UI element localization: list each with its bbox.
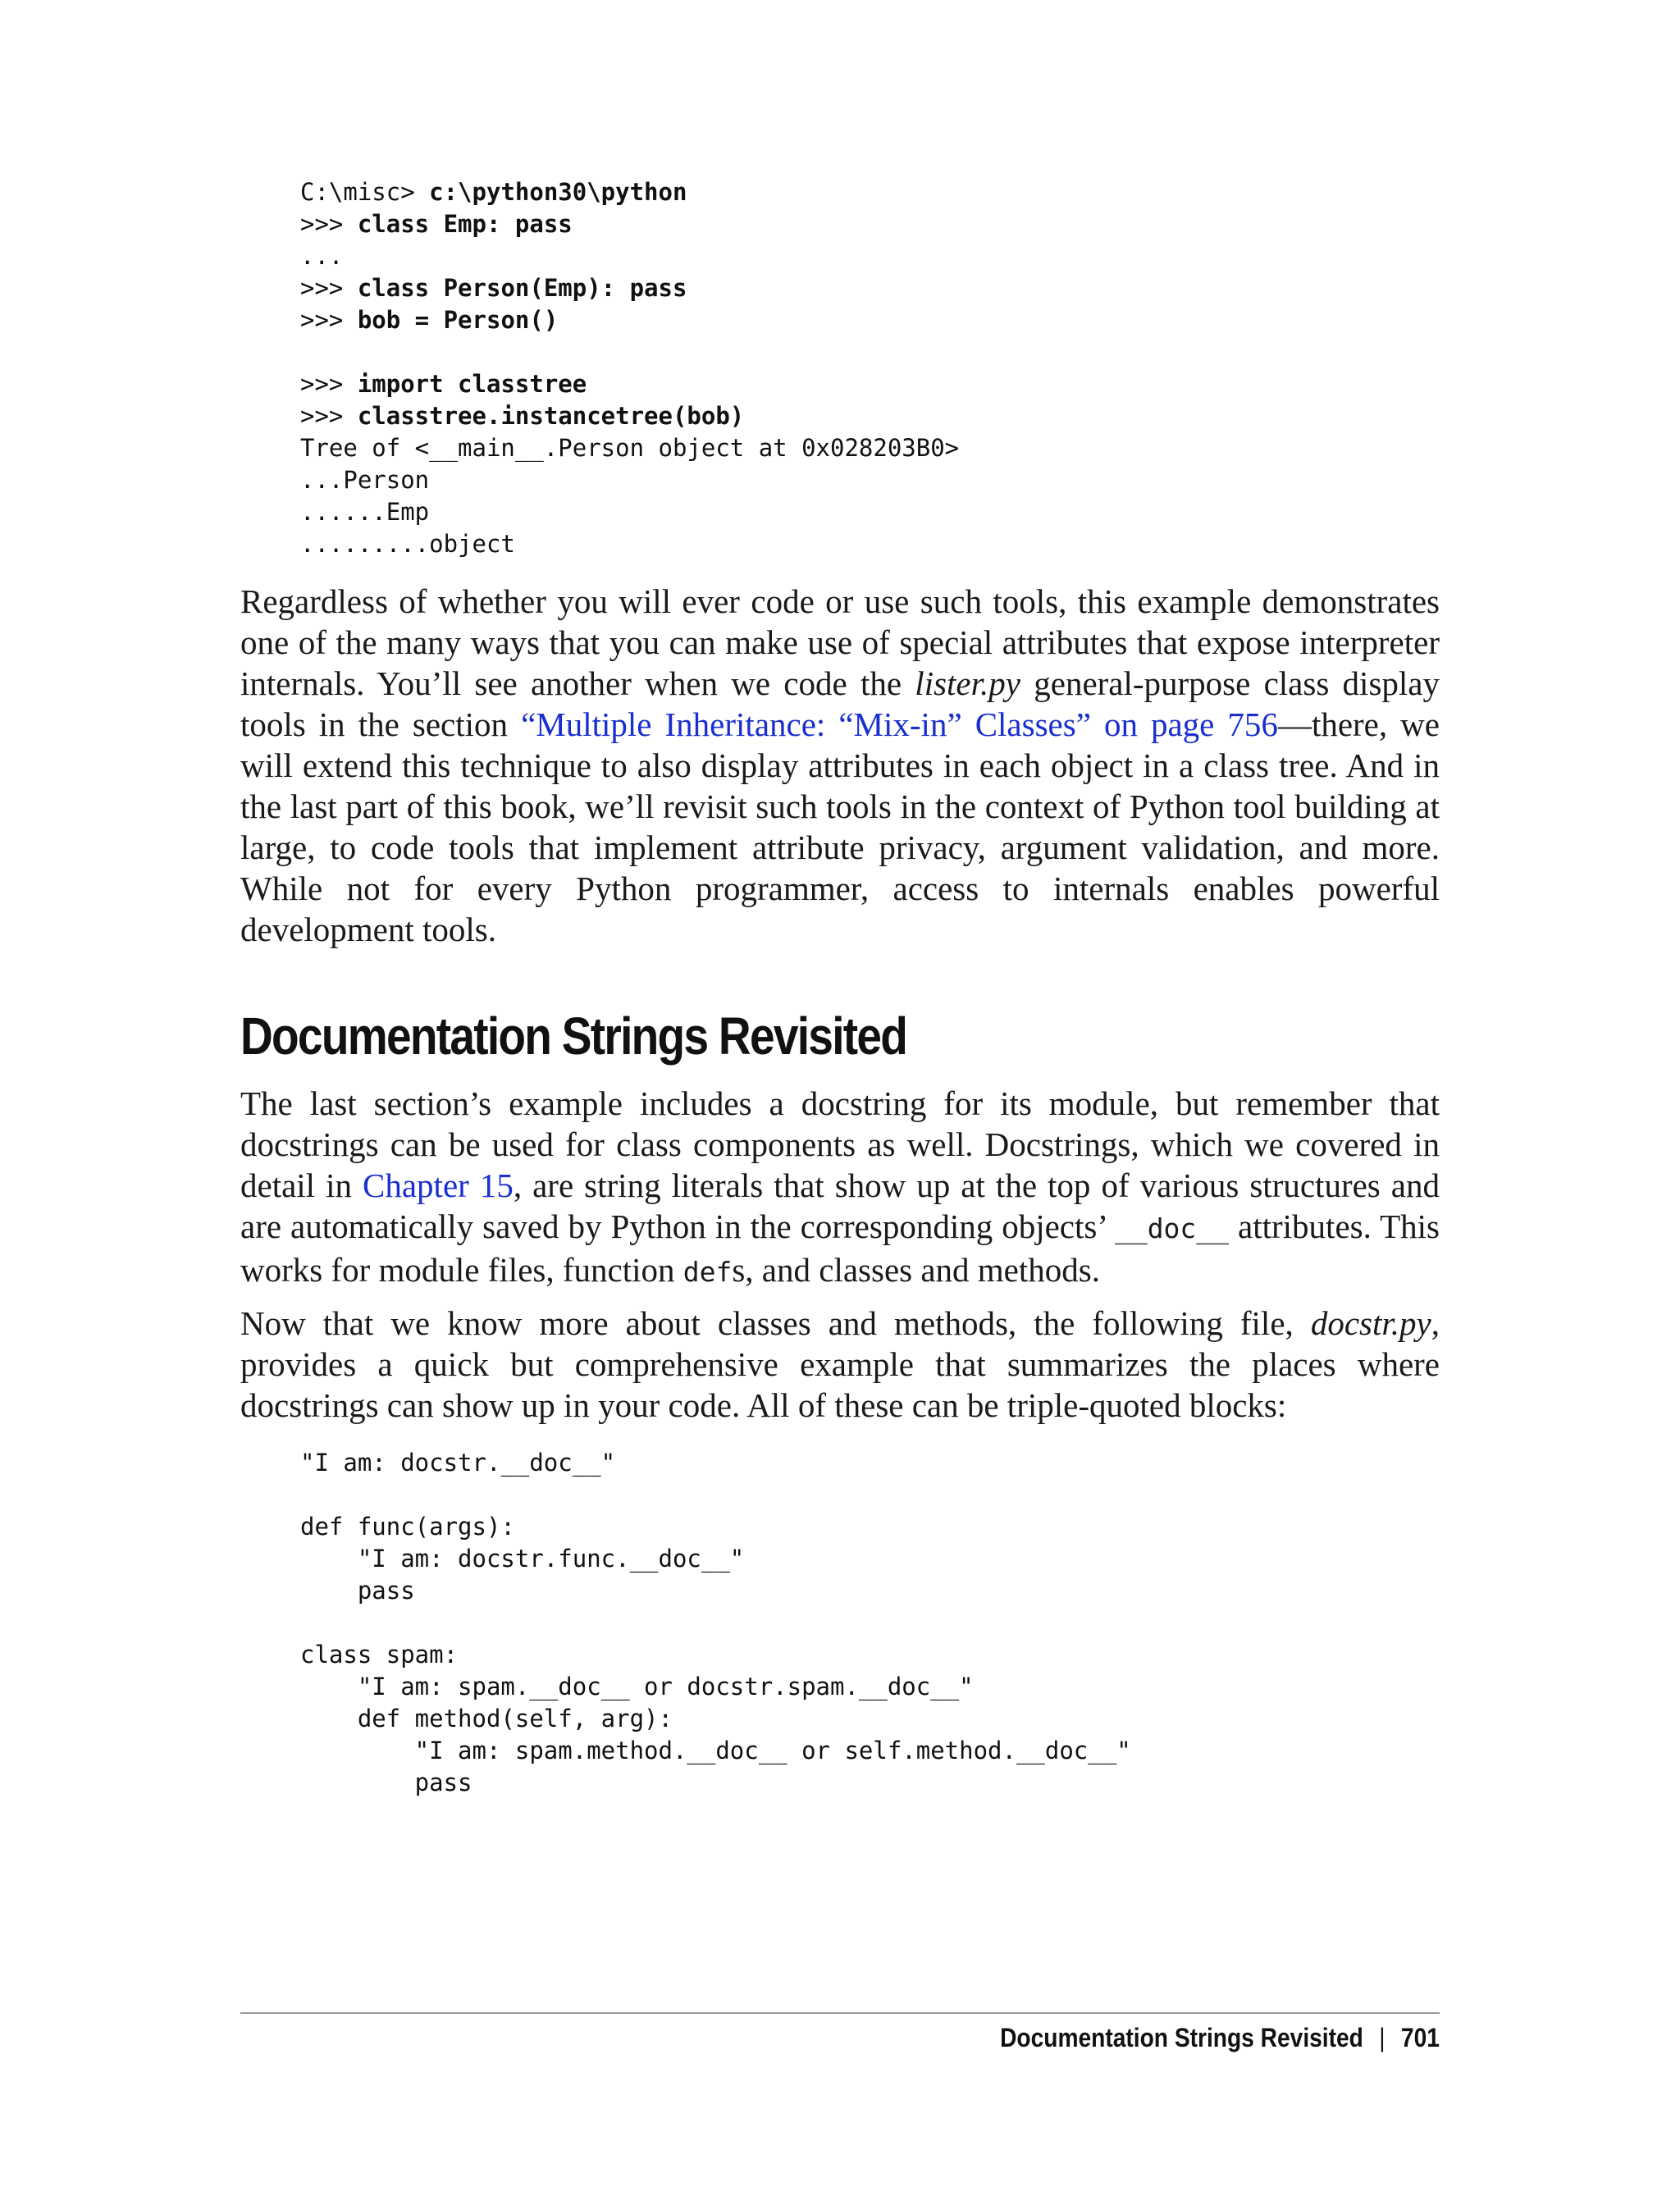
code-input: classtree.instancetree(bob) [357,402,745,430]
code-line: pass [300,1769,472,1796]
code-line [300,240,959,272]
code-output: ......Emp [300,498,430,526]
docstr-code-listing [300,1447,1131,1799]
code-line [300,528,959,560]
code-input: import classtree [357,370,587,398]
code-line: "I am: spam.method.__doc__ or self.method.__doc__" [300,1737,1131,1764]
code-prompt: >>> [300,402,358,430]
cross-reference-link[interactable]: “Multiple Inheritance: “Mix-in” Classes” on page 756 [521,705,1278,743]
code-line [300,304,959,336]
code-line [300,272,959,304]
body-paragraph: The last section’s example includes a docstring for its module, but remember that docstrings can be used for class components as well. Docstrings, which we covered in detail in Chapter 15, are string literals that show up at the top of various structures and are automatically saved by Python in the corresponding objects’ __doc__ attributes. This works for module files, function defs, and classes and methods. [240,1084,1440,1289]
code-line: "I am: docstr.__doc__" [300,1449,616,1477]
code-prompt: >>> [300,274,358,302]
code-prompt: >>> [300,210,358,238]
code-line [300,336,959,368]
code-line [300,400,959,432]
filename-emphasis: docstr.py [1310,1304,1431,1342]
code-input: class Person(Emp): pass [357,274,687,302]
code-line [300,176,959,208]
section-heading: Documentation Strings Revisited [240,1007,907,1066]
code-prompt: >>> [300,370,358,398]
body-paragraph: Regardless of whether you will ever code or use such tools, this example demonstrates one of the many ways that you can make use of special attributes that expose interpreter internals. You’ll see another when we code the lister.py general-purpose class display tools in the section “Multiple Inheritance: “Mix-in” Classes” on page 756—there, we will extend this technique to also display attributes in each object in a class tree. And in the last part of this book, we’ll revisit such tools in the context of Python tool building at large, to code tools that implement attribute privacy, argument validation, and more. While not for every Python programmer, access to internals enables powerful development tools. [240,582,1440,948]
code-output: .........object [300,530,515,558]
code-prompt: >>> [300,306,358,334]
interactive-session-code-block [300,176,959,560]
footer-separator: | [1379,2023,1386,2052]
running-title: Documentation Strings Revisited [1000,2023,1363,2052]
code-line: "I am: docstr.func.__doc__" [300,1545,745,1573]
inline-code: __doc__ [1114,1212,1230,1244]
code-line: "I am: spam.__doc__ or docstr.spam.__doc__" [300,1673,974,1701]
page-number: 701 [1401,2023,1440,2052]
code-prompt: ... [300,242,344,270]
code-line [300,1479,1131,1511]
code-output: C:\misc> [300,178,430,206]
code-input: bob = Person() [357,306,559,334]
code-output: ...Person [300,466,430,494]
inline-code: def [682,1256,733,1288]
code-line: def func(args): [300,1513,515,1541]
code-line [300,464,959,496]
code-line [300,432,959,464]
code-line [300,1607,1131,1639]
code-input: c:\python30\python [429,178,687,206]
code-output: Tree of <__main__.Person object at 0x028203B0> [300,434,960,462]
code-line [300,496,959,528]
code-input: class Emp: pass [357,210,573,238]
code-line: class spam: [300,1641,459,1669]
footer-rule [240,2012,1440,2014]
code-line [300,208,959,240]
page-footer [1000,2023,1440,2053]
code-line: pass [300,1577,415,1605]
body-paragraph: Now that we know more about classes and methods, the following file, docstr.py, provides a quick but comprehensive example that summarizes the places where docstrings can show up in your code. All of these can be triple-quoted blocks: [240,1304,1440,1424]
code-line: def method(self, arg): [300,1705,673,1732]
chapter-link[interactable]: Chapter 15 [363,1166,514,1204]
filename-emphasis: lister.py [915,664,1020,702]
code-line [300,368,959,400]
